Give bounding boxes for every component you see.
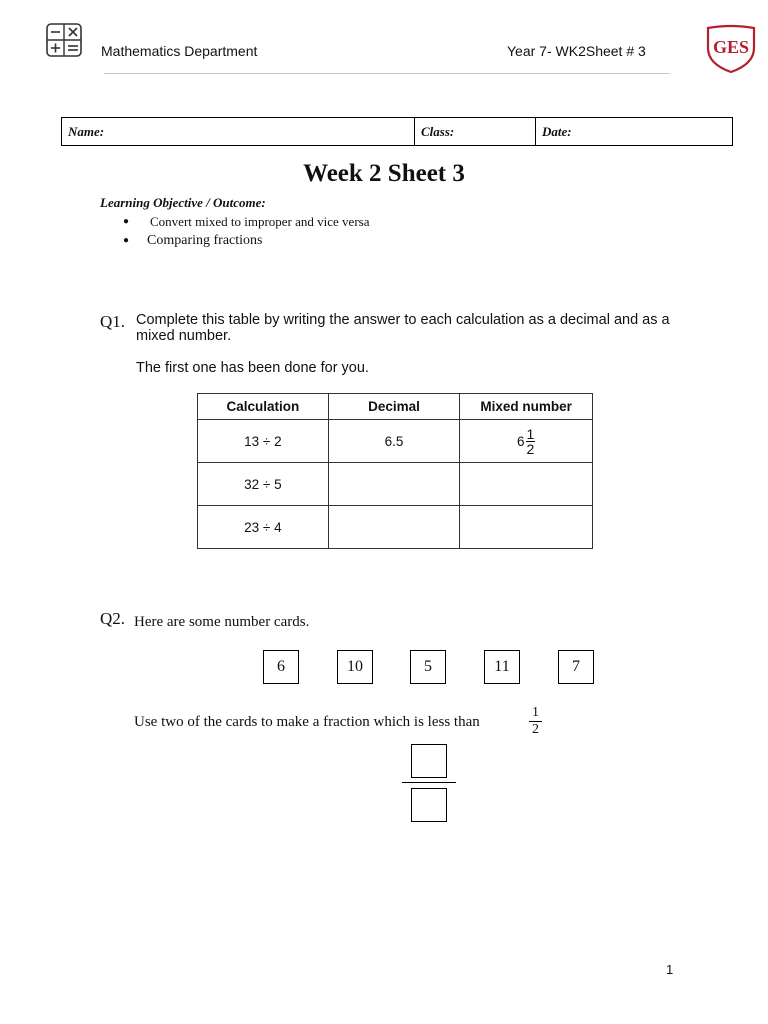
column-header-decimal: Decimal	[328, 394, 460, 420]
objective-item: ● Convert mixed to improper and vice versa	[123, 213, 370, 232]
q1-note: The first one has been done for you.	[136, 360, 369, 376]
decimal-cell: 6.5	[328, 420, 460, 463]
header-divider	[104, 73, 670, 74]
denominator-answer-box[interactable]	[411, 788, 447, 822]
mixed-fraction	[526, 427, 536, 456]
objective-item: ● Comparing fractions	[123, 232, 370, 250]
fraction-bar	[402, 782, 456, 783]
objective-heading: Learning Objective / Outcome:	[100, 195, 266, 210]
date-label: Date:	[542, 123, 572, 139]
decimal-answer-cell[interactable]	[328, 463, 460, 506]
mixed-number-answer-cell[interactable]	[460, 506, 593, 549]
math-symbols-logo	[46, 23, 82, 57]
mixed-number-cell	[460, 420, 593, 463]
number-card: 7	[558, 650, 594, 684]
calculation-cell: 23 ÷ 4	[198, 506, 329, 549]
q2-instruction: Use two of the cards to make a fraction which is less than	[134, 714, 480, 730]
name-label: Name:	[68, 123, 105, 139]
student-info-table	[61, 117, 733, 146]
table-row	[198, 463, 593, 506]
q2-question-text: Here are some number cards.	[134, 614, 310, 630]
table-row	[198, 420, 593, 463]
mixed-number	[517, 427, 535, 456]
date-field[interactable]	[536, 118, 733, 146]
calculation-table	[197, 393, 593, 549]
name-field[interactable]	[62, 118, 415, 146]
numerator-answer-box[interactable]	[411, 744, 447, 778]
mixed-number-answer-cell[interactable]	[460, 463, 593, 506]
calculation-cell: 13 ÷ 2	[198, 420, 329, 463]
calculation-cell: 32 ÷ 5	[198, 463, 329, 506]
number-card: 11	[484, 650, 520, 684]
table-row	[198, 506, 593, 549]
decimal-answer-cell[interactable]	[328, 506, 460, 549]
sheet-reference: Year 7- WK2Sheet # 3	[507, 43, 646, 59]
school-crest-logo	[705, 24, 757, 74]
number-card: 5	[410, 650, 446, 684]
crest-text: GES	[712, 37, 750, 57]
page-number: 1	[666, 962, 674, 977]
department-name: Mathematics Department	[101, 43, 258, 59]
number-card: 10	[337, 650, 373, 684]
half-denominator: 2	[532, 722, 539, 737]
column-header-calculation: Calculation	[198, 394, 329, 420]
mixed-denominator: 2	[526, 440, 535, 457]
q1-question-text: Complete this table by writing the answer to each calculation as a decimal and as a mixed number.	[136, 312, 670, 344]
class-label: Class:	[421, 123, 455, 139]
mixed-numerator: 1	[526, 425, 535, 442]
half-numerator: 1	[529, 705, 542, 722]
objective-list	[123, 213, 370, 250]
sheet-title: Week 2 Sheet 3	[303, 160, 465, 187]
q2-label: Q2.	[100, 609, 126, 628]
column-header-mixed-number: Mixed number	[460, 394, 593, 420]
class-field[interactable]	[415, 118, 536, 146]
mixed-whole: 6	[517, 433, 525, 449]
q1-label: Q1.	[100, 312, 126, 331]
half-fraction	[529, 705, 542, 738]
number-card: 6	[263, 650, 299, 684]
